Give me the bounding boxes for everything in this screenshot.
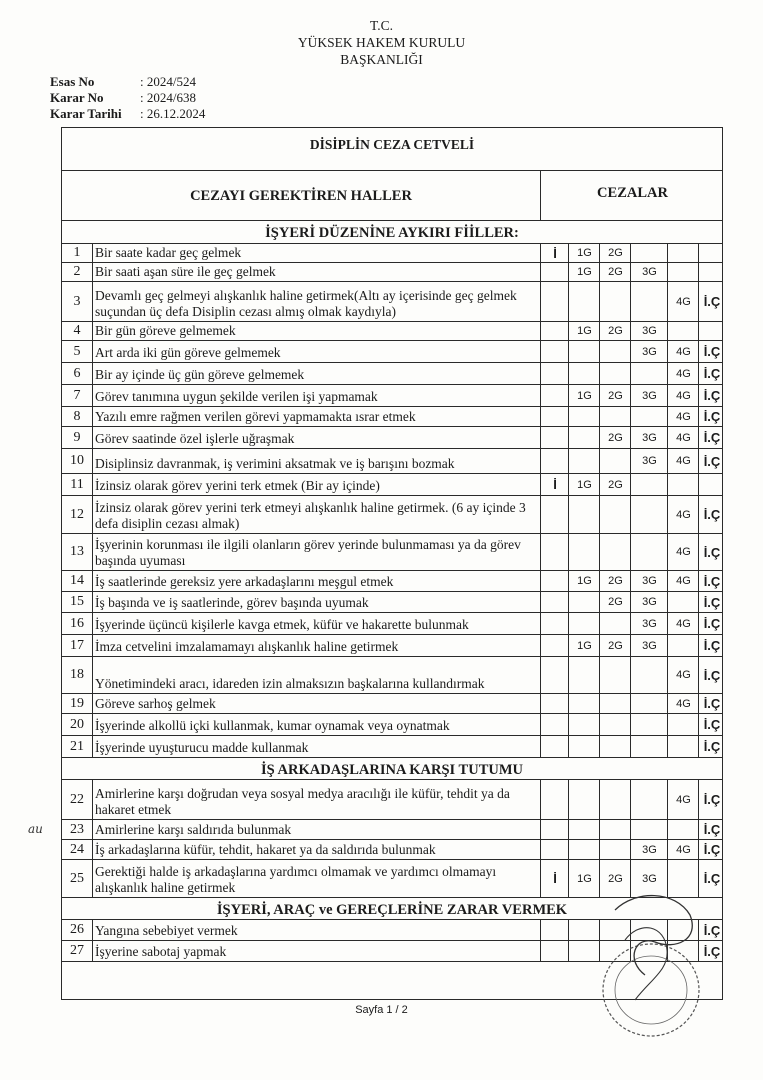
penalty-cell: 1G [568,322,600,340]
margin-handwriting: au [28,822,43,836]
penalty-cell: 3G [630,341,668,362]
penalty-cell: 4G [667,427,699,448]
table-row [62,363,722,385]
penalty-cell: İ.Ç [698,657,725,693]
row-description: Bir ay içinde üç gün göreve gelmemek [95,367,305,382]
penalty-cell: İ.Ç [698,341,725,362]
table-row [62,694,722,714]
penalty-cell [568,820,600,839]
penalty-cell: İ.Ç [698,363,725,384]
penalty-cell: 2G [599,571,631,591]
penalty-cell [568,534,600,570]
penalty-cell: İ [540,860,569,897]
penalty-cell [667,322,699,340]
penalty-cell: İ.Ç [698,635,725,656]
penalty-cell [568,657,600,693]
penalty-cell [568,840,600,859]
penalty-cell [599,534,631,570]
table-row [62,496,722,534]
penalty-cell [630,474,668,495]
penalty-cell [599,496,631,533]
penalty-cell: 4G [667,534,699,570]
row-description: İmza cetvelini imzalamamayı alışkanlık haline getirmek [95,639,399,654]
row-description: Amirlerine karşı saldırıda bulunmak [95,822,292,837]
row-number: 20 [62,714,93,735]
penalty-cell [698,322,725,340]
esas-label: Esas No [50,74,95,89]
table-row [62,322,722,341]
row-description: Görev saatinde özel işlerle uğraşmak [95,431,295,446]
penalty-cell [540,592,569,612]
penalty-cell [540,282,569,321]
penalty-cell: İ.Ç [698,407,725,426]
esas-value: : 2024/524 [140,74,196,89]
penalty-cell [630,694,668,713]
table-row [62,407,722,427]
penalty-cell: 3G [630,860,668,897]
penalty-cell: 1G [568,263,600,281]
penalty-cell: 4G [667,613,699,634]
penalty-cell [630,496,668,533]
penalty-cell: 4G [667,694,699,713]
penalty-cell [540,263,569,281]
penalty-cell: İ.Ç [698,385,725,406]
table-row [62,714,722,736]
penalty-cell [599,363,631,384]
penalty-cell: İ [540,474,569,495]
penalty-cell [630,363,668,384]
penalty-cell [599,736,631,757]
penalty-cell [540,840,569,859]
penalty-cell [540,571,569,591]
karar-label: Karar No [50,90,104,105]
penalty-cell [568,282,600,321]
penalty-cell [540,820,569,839]
table-row [62,474,722,496]
penalty-cell: 1G [568,474,600,495]
table-title: DİSİPLİN CEZA CETVELİ [62,128,722,171]
penalty-cell [667,714,699,735]
penalty-cell [540,613,569,634]
penalty-cell: İ.Ç [698,282,725,321]
penalty-cell: 4G [667,780,699,819]
penalty-cell [540,322,569,340]
penalty-cell: 4G [667,385,699,406]
penalty-cell [698,263,725,281]
row-description: Amirlerine karşı doğrudan veya sosyal medya aracılığı ile küfür, tehdit ya da hakaret etmek [95,786,510,817]
table-row [62,244,722,263]
penalty-cell [698,474,725,495]
row-description: Göreve sarhoş gelmek [95,696,216,711]
penalty-cell [568,496,600,533]
penalty-cell: 2G [599,635,631,656]
penalty-cell [540,496,569,533]
table-header [62,170,722,221]
penalty-cell: 3G [630,613,668,634]
penalty-cell: İ.Ç [698,427,725,448]
penalty-cell [630,244,668,262]
penalty-cell [540,694,569,713]
penalty-cell [540,449,569,473]
penalty-cell [667,474,699,495]
col-header-cases: CEZAYI GEREKTİREN HALLER [62,170,541,220]
penalty-cell [630,407,668,426]
penalty-cell: 2G [599,474,631,495]
row-number: 21 [62,736,93,757]
penalty-cell: 2G [599,860,631,897]
penalty-cell [540,780,569,819]
penalty-cell: 2G [599,385,631,406]
penalty-cell [599,694,631,713]
penalty-cell [630,714,668,735]
row-number: 10 [62,449,93,473]
row-description: Art arda iki gün göreve gelmemek [95,345,281,360]
section-heading: İŞYERİ DÜZENİNE AYKIRI FİİLLER: [62,220,722,244]
penalty-cell: 3G [630,322,668,340]
penalty-cell: İ.Ç [698,449,725,473]
header-presidency: BAŞKANLIĞI [340,52,423,67]
penalty-cell [540,714,569,735]
header-tc: T.C. [370,18,393,33]
row-description: Bir gün göreve gelmemek [95,323,236,338]
penalty-cell: 4G [667,496,699,533]
table-row [62,820,722,840]
penalty-cell [698,244,725,262]
penalty-cell [599,820,631,839]
penalty-cell [667,820,699,839]
penalty-cell: 4G [667,840,699,859]
row-number: 23 [62,820,93,839]
row-number: 26 [62,920,93,940]
penalty-cell [630,657,668,693]
penalty-cell [540,941,569,961]
penalty-cell [540,363,569,384]
penalty-cell: İ.Ç [698,613,725,634]
row-number: 6 [62,363,93,384]
row-number: 11 [62,474,93,495]
penalty-cell: 2G [599,427,631,448]
row-description: İşyerinin korunması ile ilgili olanların görev yerinde bulunmaması ya da görev başında uyuması [95,537,521,568]
penalty-cell [568,449,600,473]
penalty-cell: 1G [568,244,600,262]
penalty-cell: 2G [599,322,631,340]
penalty-cell [599,407,631,426]
row-number: 15 [62,592,93,612]
penalty-cell [599,341,631,362]
table-row [62,736,722,758]
row-description: Disiplinsiz davranmak, iş verimini aksatmak ve iş barışını bozmak [95,456,455,471]
penalty-cell: 4G [667,571,699,591]
penalty-cell [599,613,631,634]
row-number: 4 [62,322,93,340]
penalty-cell: İ.Ç [698,840,725,859]
penalty-cell [599,282,631,321]
table-row [62,282,722,322]
tarih-label: Karar Tarihi [50,106,122,121]
case-meta [50,74,205,122]
penalty-cell [568,694,600,713]
penalty-cell: 3G [630,840,668,859]
penalty-cell: 2G [599,263,631,281]
penalty-cell: 4G [667,657,699,693]
table-row [62,385,722,407]
page-number: Sayfa 1 / 2 [355,1004,408,1016]
penalty-cell [667,736,699,757]
penalty-cell [540,920,569,940]
penalty-cell [568,714,600,735]
row-number: 1 [62,244,93,262]
penalty-cell [599,714,631,735]
table-row [62,341,722,363]
row-description: İş arkadaşlarına küfür, tehdit, hakaret ya da saldırıda bulunmak [95,842,436,857]
row-description: Bir saate kadar geç gelmek [95,245,242,260]
penalty-cell [540,736,569,757]
row-number: 17 [62,635,93,656]
table-row [62,592,722,613]
row-number: 19 [62,694,93,713]
section-heading: İŞ ARKADAŞLARINA KARŞI TUTUMU [62,758,722,780]
penalty-cell: İ.Ç [698,920,725,940]
penalty-cell: İ.Ç [698,780,725,819]
row-number: 12 [62,496,93,533]
penalty-cell: 3G [630,263,668,281]
row-number: 5 [62,341,93,362]
row-description: İş saatlerinde gereksiz yere arkadaşlarını meşgul etmek [95,574,394,589]
row-description: Bir saati aşan süre ile geç gelmek [95,264,276,279]
row-description: Devamlı geç gelmeyi alışkanlık haline getirmek(Altı ay içerisinde geç gelmek suçundan üç defa Disiplin cezası almış olmak kaydıyla) [95,288,517,319]
row-number: 7 [62,385,93,406]
penalty-cell [540,407,569,426]
section-heading: İŞYERİ, ARAÇ ve GEREÇLERİNE ZARAR VERMEK [62,898,722,920]
penalty-cell: 1G [568,860,600,897]
col-header-penalties: CEZALAR [597,185,668,201]
penalty-cell [540,534,569,570]
row-description: İş başında ve iş saatlerinde, görev başında uyumak [95,595,369,610]
karar-value: : 2024/638 [140,90,196,105]
table-row [62,534,722,571]
penalty-cell [540,635,569,656]
penalty-cell: 1G [568,635,600,656]
row-description: Yangına sebebiyet vermek [95,923,238,938]
row-description: İşyerinde üçüncü kişilerle kavga etmek, küfür ve hakarette bulunmak [95,617,469,632]
row-number: 8 [62,407,93,426]
row-description: İzinsiz olarak görev yerini terk etmeyi alışkanlık haline getirmek. (6 ay içinde 3 defa disiplin cezası almak) [95,500,526,531]
penalty-cell [667,244,699,262]
table-row [62,840,722,860]
row-description: İzinsiz olarak görev yerini terk etmek (Bir ay içinde) [95,478,380,493]
penalty-cell: İ.Ç [698,820,725,839]
row-number: 9 [62,427,93,448]
row-number: 24 [62,840,93,859]
penalty-cell [630,282,668,321]
penalty-cell: 3G [630,635,668,656]
penalty-cell [599,840,631,859]
row-number: 22 [62,780,93,819]
penalty-cell: 1G [568,571,600,591]
penalty-cell: 4G [667,341,699,362]
penalty-cell: İ.Ç [698,860,725,897]
penalty-cell: İ.Ç [698,714,725,735]
penalty-cell: İ.Ç [698,496,725,533]
header-institution: YÜKSEK HAKEM KURULU [297,35,466,50]
table-row [62,613,722,635]
row-number: 18 [62,657,93,693]
penalty-cell [540,341,569,362]
penalty-cell: 2G [599,244,631,262]
row-number: 25 [62,860,93,897]
table-row [62,780,722,820]
row-number: 13 [62,534,93,570]
penalty-cell [599,780,631,819]
penalty-cell [568,613,600,634]
penalty-cell: İ.Ç [698,941,725,961]
table-row [62,449,722,474]
row-number: 16 [62,613,93,634]
penalty-cell: 3G [630,385,668,406]
row-description: İşyerinde uyuşturucu madde kullanmak [95,740,309,755]
penalty-cell: 3G [630,592,668,612]
row-description: Gerektiği halde iş arkadaşlarına yardımcı olmamak ve yardımcı olmamayı alışkanlık haline getirmek [95,864,497,895]
table-row [62,571,722,592]
penalty-cell: İ.Ç [698,534,725,570]
penalty-cell [599,657,631,693]
table-row [62,427,722,449]
penalty-cell [599,449,631,473]
penalty-cell [568,780,600,819]
penalty-cell [630,736,668,757]
penalty-cell [568,736,600,757]
penalty-cell: 4G [667,282,699,321]
penalty-cell [630,534,668,570]
tarih-value: : 26.12.2024 [140,106,206,121]
penalty-cell [667,635,699,656]
row-number: 2 [62,263,93,281]
penalty-cell [630,780,668,819]
penalty-cell [540,385,569,406]
row-description: Yönetimindeki aracı, idareden izin almaksızın başkalarına kullandırmak [95,676,485,691]
penalty-table [61,127,723,1000]
penalty-cell: 4G [667,449,699,473]
row-description: Yazılı emre rağmen verilen görevi yapmamakta ısrar etmek [95,409,416,424]
table-row [62,635,722,657]
penalty-cell: 2G [599,592,631,612]
penalty-cell [667,263,699,281]
penalty-cell [540,657,569,693]
penalty-cell: İ.Ç [698,736,725,757]
penalty-cell: İ.Ç [698,694,725,713]
penalty-cell: 1G [568,385,600,406]
penalty-cell: İ [540,244,569,262]
row-number: 27 [62,941,93,961]
penalty-cell: İ.Ç [698,592,725,612]
penalty-cell [568,407,600,426]
penalty-cell [568,341,600,362]
penalty-cell [568,363,600,384]
official-stamp [595,880,707,1042]
penalty-cell: 3G [630,449,668,473]
penalty-cell: 4G [667,363,699,384]
row-description: Görev tanımına uygun şekilde verilen işi yapmamak [95,389,378,404]
penalty-cell [568,592,600,612]
table-row [62,657,722,694]
penalty-cell [540,427,569,448]
penalty-cell [568,427,600,448]
row-number: 14 [62,571,93,591]
row-description: İşyerinde alkollü içki kullanmak, kumar oynamak veya oynatmak [95,718,450,733]
penalty-cell: 3G [630,571,668,591]
table-row [62,263,722,282]
penalty-cell: 3G [630,427,668,448]
penalty-cell: 4G [667,407,699,426]
penalty-cell [667,592,699,612]
row-description: İşyerine sabotaj yapmak [95,944,227,959]
row-number: 3 [62,282,93,321]
penalty-cell: İ.Ç [698,571,725,591]
penalty-cell [630,820,668,839]
